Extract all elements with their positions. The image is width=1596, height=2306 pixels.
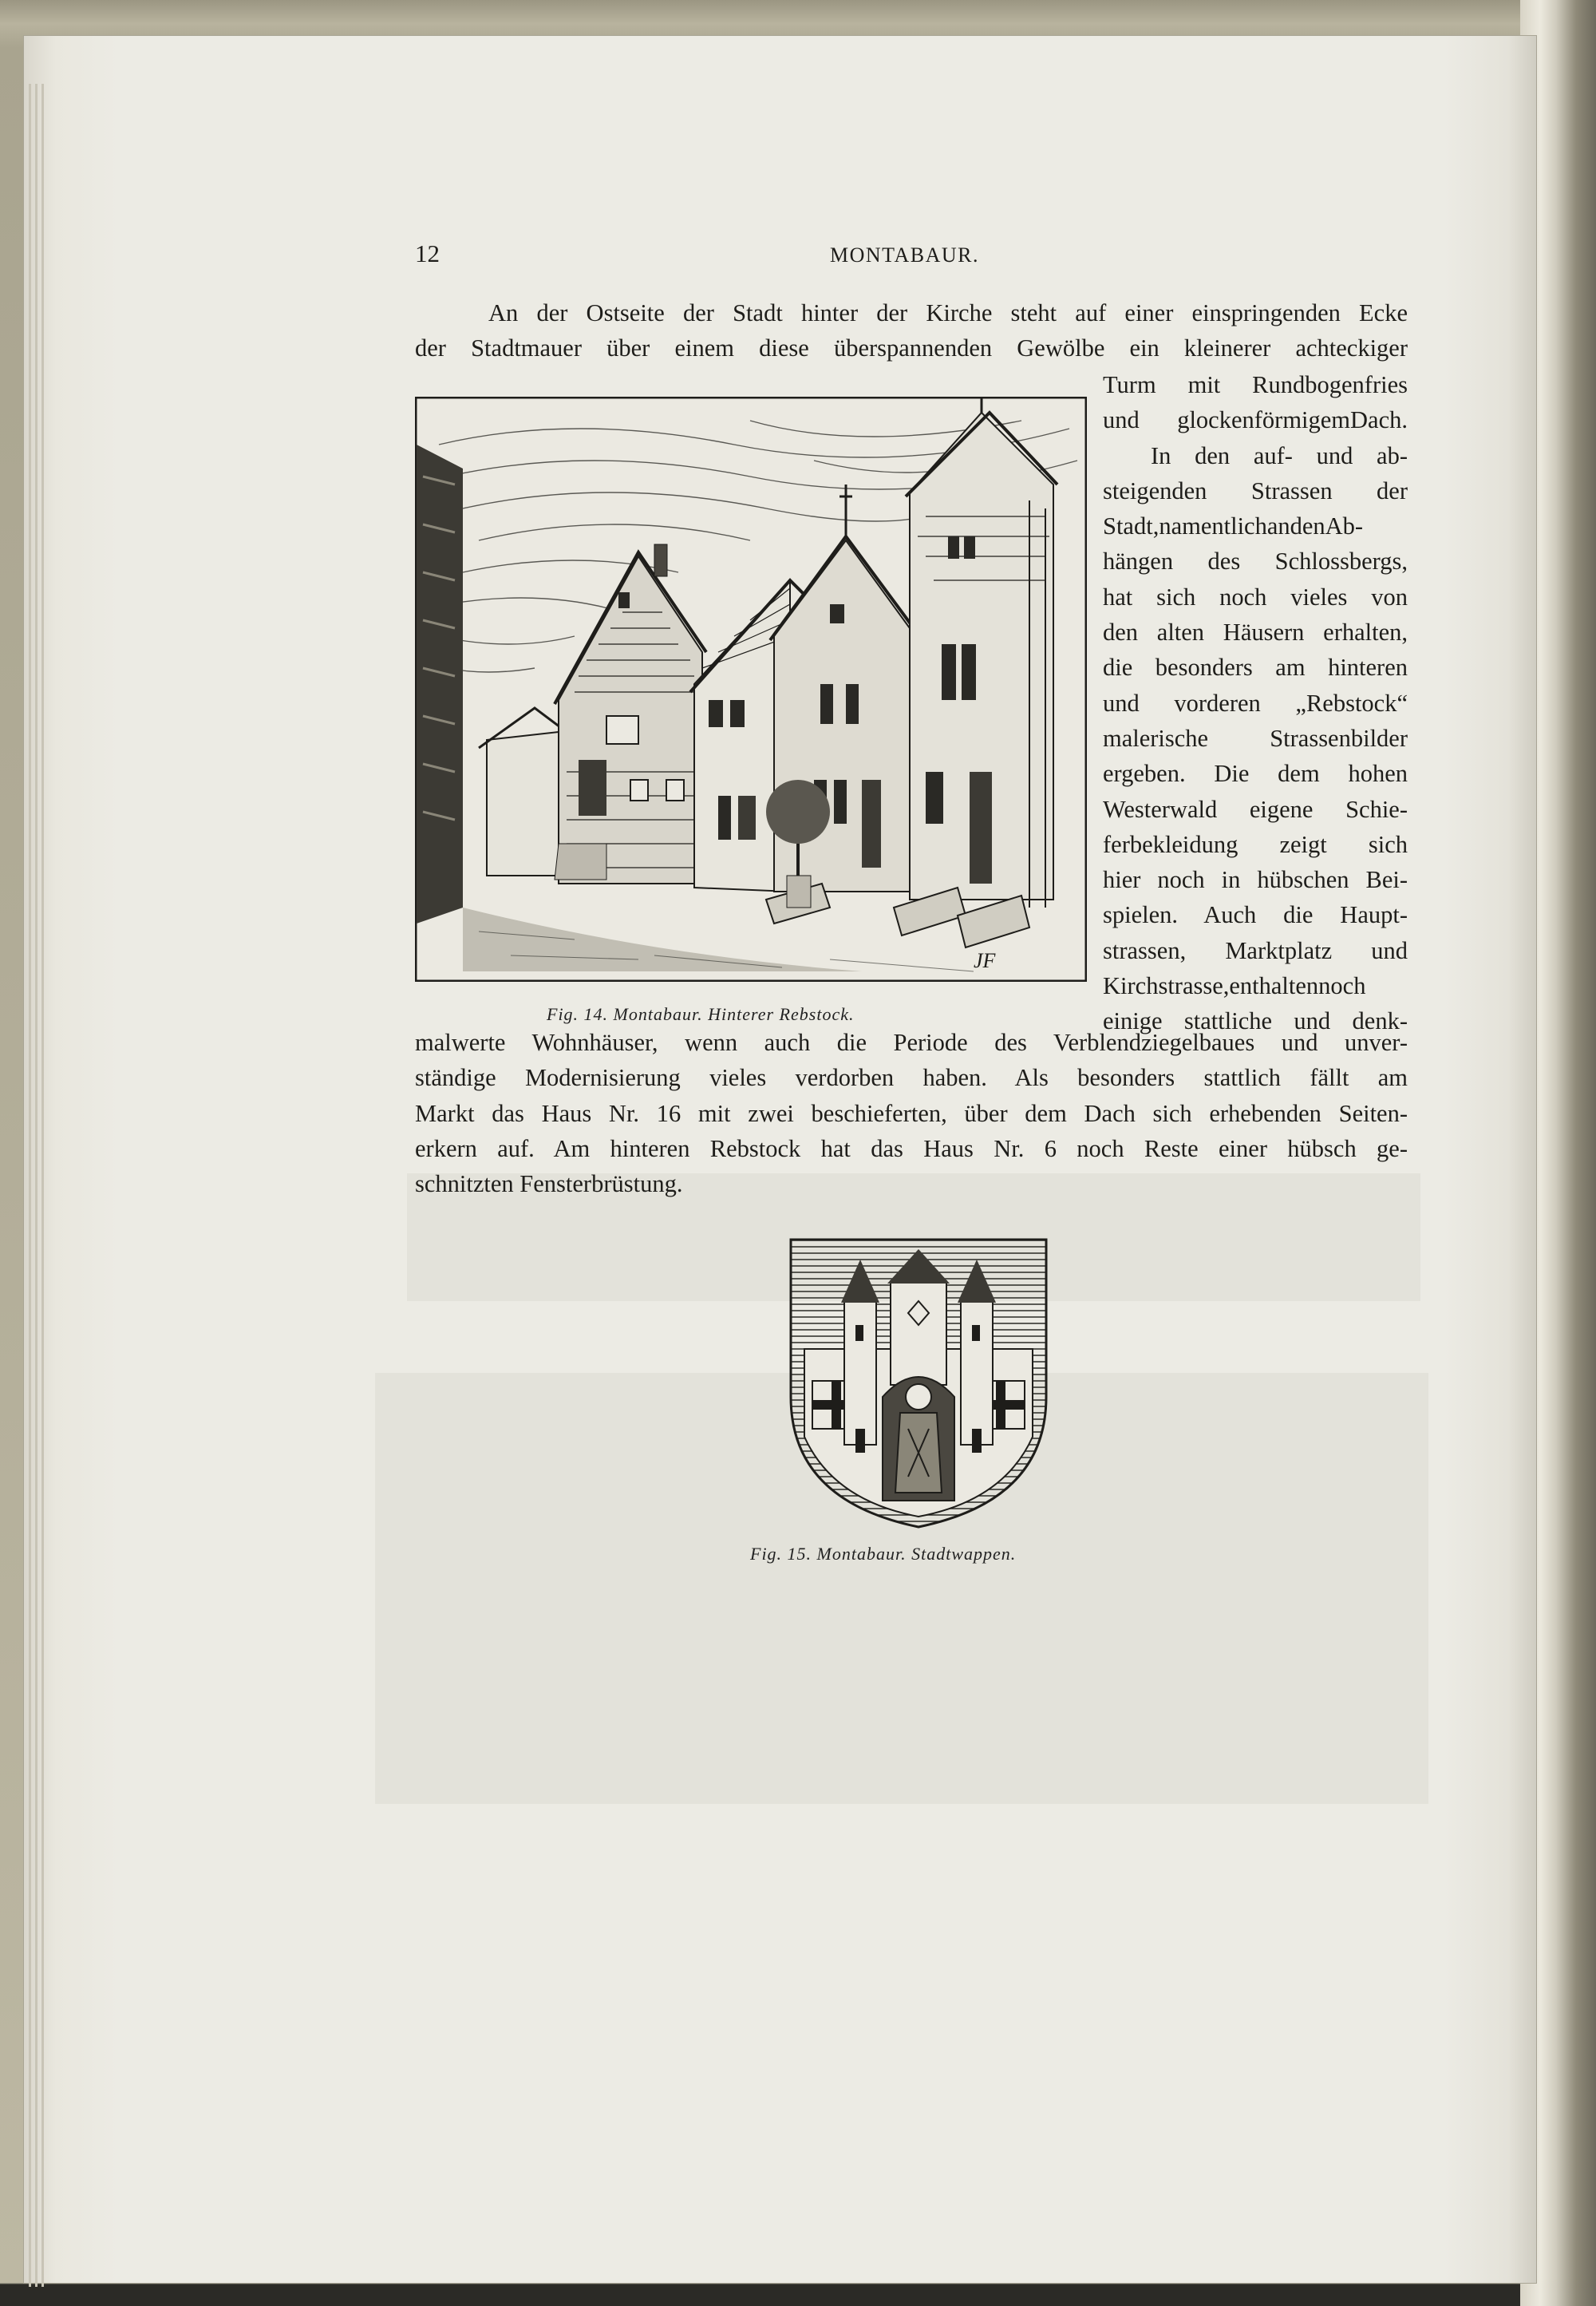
text-line: erkern auf. Am hinteren Rebstock hat das Haus Nr. 6 noch Reste einer hübsch ge- [415, 1134, 1408, 1162]
text-column [1103, 367, 1408, 1039]
text-line: malerische Strassenbilder [1103, 724, 1408, 752]
text-line: ständige Modernisierung vieles verdorben haben. Als besonders stattlich fällt am [415, 1064, 1408, 1092]
text-line: der Stadtmauer über einem diese überspannenden Gewölbe ein kleinerer achteckiger [415, 334, 1408, 362]
leaf-edge [35, 84, 38, 2287]
text-line: Markt das Haus Nr. 16 mit zwei beschieferten, über dem Dach sich erhebenden Seiten- [415, 1099, 1408, 1127]
text-line: steigenden Strassen der [1103, 477, 1408, 504]
text-line: malwerte Wohnhäuser, wenn auch die Periode des Verblendziegelbaues und unver- [415, 1029, 1408, 1056]
artist-monogram: JF [974, 949, 996, 972]
text-line: hier noch in hübschen Bei- [1103, 866, 1408, 894]
text-line: An der Ostseite der Stadt hinter der Kirche steht auf einer einspringenden Ecke [488, 299, 1408, 326]
leaf-edge [29, 84, 31, 2287]
text-line: schnitzten Fensterbrüstung. [415, 1170, 683, 1198]
text-line: Stadt,namentlichandenAb- [1103, 512, 1364, 540]
text-line: ferbekleidung zeigt sich [1103, 830, 1408, 858]
text-line: hat sich noch vieles von [1103, 583, 1408, 611]
text-line: und glockenförmigemDach. [1103, 406, 1408, 434]
text-line: spielen. Auch die Haupt- [1103, 901, 1408, 929]
text-line: Westerwald eigene Schie- [1103, 795, 1408, 823]
leaf-edge [41, 84, 44, 2287]
running-head: MONTABAUR. [830, 243, 979, 267]
text-block [415, 1025, 1408, 1201]
street-scene-illustration [415, 397, 1087, 982]
text-line: strassen, Marktplatz und [1103, 936, 1408, 964]
text-line: und vorderen „Rebstock“ [1103, 689, 1408, 717]
text-line: den alten Häusern erhalten, [1103, 619, 1408, 647]
figure-caption: Fig. 15. Montabaur. Stadtwappen. [750, 1544, 1017, 1564]
coat-of-arms-emblem [788, 1237, 1049, 1529]
figure-caption: Fig. 14. Montabaur. Hinterer Rebstock. [547, 1004, 855, 1024]
text-line: Kirchstrasse,enthaltennoch [1103, 972, 1366, 1000]
page-number: 12 [415, 239, 440, 267]
text-line: die besonders am hinteren [1103, 654, 1408, 682]
text-line: einige stattliche und denk- [1103, 1007, 1408, 1035]
text-line: ergeben. Die dem hohen [1103, 760, 1408, 788]
text-line: Turm mit Rundbogenfries [1103, 371, 1408, 398]
text-line: In den auf- und ab- [1151, 441, 1408, 469]
text-line: hängen des Schlossbergs, [1103, 548, 1408, 576]
